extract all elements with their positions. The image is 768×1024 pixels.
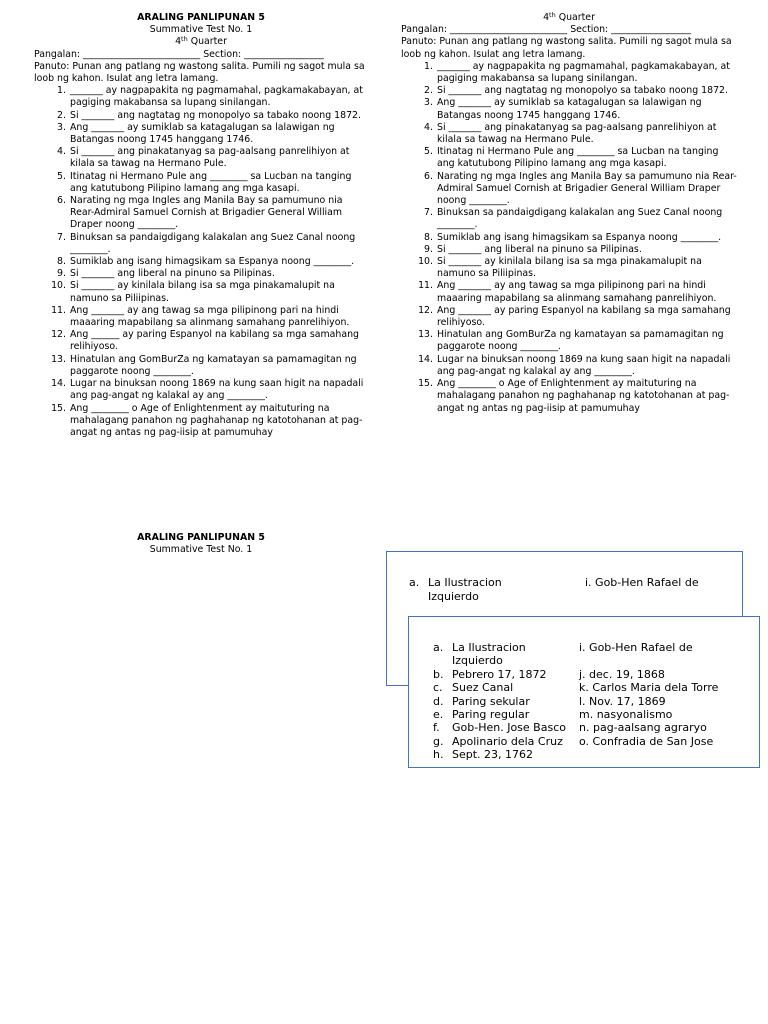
question-text: Ang ________ o Age of Enlightenment ay maituturing na mahalagang panahon ng paghahanap ng katotohanan at pag-angat ng antas ng pag-iisip at pamumuhay [437,378,730,414]
question-item [401,354,737,378]
question-text: Hinatulan ang GomBurZa ng kamatayan sa pamamagitan ng paggarote noong ________. [437,329,724,353]
question-text: Lugar na binuksan noong 1869 na kung saan higit na napadali ang pag-angat ng kalakal ay ang ________. [437,353,731,377]
choice-text: Pebrero 17, 1872 [452,667,547,681]
question-item [401,146,737,170]
question-item [401,378,737,415]
question-list [401,61,737,415]
question-item [401,122,737,146]
question-item [34,329,368,353]
question-text: Si _______ ang liberal na pinuno sa Pilipinas. [437,243,642,255]
question-item [401,171,737,208]
choice-row [433,668,749,681]
question-text: Narating ng mga Ingles ang Manila Bay sa pamumuno nia Rear-Admiral Samuel Cornish at Brigadier General William Draper noong ________. [437,170,737,207]
question-item [401,329,737,353]
choice-letter: f. [433,721,440,735]
choice-text: Paring regular [452,708,530,722]
choice-row [433,654,749,667]
question-text: Sumiklab ang isang himagsikam sa Espanya noong ________. [70,256,355,268]
question-number: 2. [424,85,433,97]
choice-text [579,748,749,761]
question-item [401,305,737,329]
question-number: 12. [418,304,433,316]
choice-text: Sept. 23, 1762 [452,748,534,762]
choice-text: Apolinario dela Cruz [452,734,563,748]
question-text: Itinatag ni Hermano Pule ang ________ sa Lucban na tanging ang katutubong Pilipino lamang ang mga kasapi. [437,146,719,170]
question-text: _______ ay nagpapakita ng pagmamahal, pagkamakabayan, at pagiging makabansa sa lupang sinilangan. [70,85,363,109]
question-number: 7. [57,231,66,243]
choice-letter [433,654,452,667]
bottom-heading [34,532,368,556]
quarter-label: 4th Quarter [175,35,227,48]
question-number: 6. [57,195,66,207]
choice-text: La Ilustracion [452,641,526,654]
question-text: Ang _______ ay paring Espanyol na kabilang sa mga samahang relihiyoso. [437,304,731,329]
choice-text: o. Confradia de San Jose [579,734,714,748]
choice-text: m. nasyonalismo [579,708,673,722]
question-item [34,146,368,170]
question-text: Sumiklab ang isang himagsikam sa Espanya noong ________. [437,231,722,243]
question-text: Binuksan sa pandaigdigang kalakalan ang Suez Canal noong ________. [70,231,356,255]
choice-text: n. pag-aalsang agraryo [579,721,707,735]
question-number: 6. [424,170,433,182]
question-list [34,85,368,439]
question-item [34,280,368,304]
question-number: 5. [424,146,433,158]
subject-title: ARALING PANLIPUNAN 5 [137,12,265,23]
choice-letter: d. [433,694,444,708]
quarter-label: 4th Quarter [543,11,595,23]
name-section-line: Pangalan: _________________________ Section: _________________ [34,48,324,60]
question-number: 1. [57,85,66,97]
question-item [401,61,737,85]
question-number: 15. [418,378,433,390]
choice-letter: b. [433,667,444,681]
question-number: 12. [51,329,66,341]
question-text: Si _______ ang nagtatag ng monopolyo sa tabako noong 1872. [70,109,361,121]
choice-text: Suez Canal [452,681,514,695]
question-item [401,244,737,256]
question-number: 13. [51,353,66,365]
question-number: 7. [424,207,433,219]
question-item [34,256,368,268]
question-text: Itinatag ni Hermano Pule ang ________ sa Lucban na tanging ang katutubong Pilipino lamang ang mga kasapi. [70,170,352,194]
question-text: Binuksan sa pandaigdigang kalakalan ang Suez Canal noong ________. [437,207,723,231]
choice-letter: e. [433,708,444,722]
question-item [401,207,737,231]
directions: Panuto: Punan ang patlang ng wastong salita. Pumili ng sagot mula sa loob ng kahon. Isulat ang letra lamang. [34,60,365,85]
question-item [401,85,737,97]
question-number: 15. [51,402,66,414]
question-text: Ang ______ ay paring Espanyol na kabilang sa mga samahang relihiyoso. [70,329,359,353]
directions: Panuto: Punan ang patlang ng wastong salita. Pumili ng sagot mula sa loob ng kahon. Isulat ang letra lamang. [401,36,732,60]
question-text: Ang _______ ay sumiklab sa katagalugan sa lalawigan ng Batangas noong 1745 hanggang 1746. [70,121,335,146]
choice-row [433,735,749,748]
question-text: _______ ay nagpapakita ng pagmamahal, pagkamakabayan, at pagiging makabansa sa lupang sinilangan. [437,60,730,85]
choice-text: j. dec. 19, 1868 [579,667,665,681]
choice-row [409,590,729,604]
question-number: 3. [424,97,433,109]
question-number: 14. [418,353,433,365]
question-item [34,85,368,109]
question-text: Si _______ ang nagtatag ng monopolyo sa tabako noong 1872. [437,85,728,97]
choice-text: Gob-Hen. Jose Basco [452,721,566,735]
question-number: 2. [57,109,66,121]
question-number: 11. [51,304,66,316]
question-item [34,195,368,232]
choice-letter: h. [433,748,444,762]
choice-letter: g. [433,734,444,748]
question-item [34,378,368,402]
choices-list [433,641,749,762]
test-title: Summative Test No. 1 [149,544,253,556]
choice-text: Paring sekular [452,694,530,708]
question-text: Ang _______ ay ang tawag sa mga pilipinong pari na hindi maaaring mapabilang sa alinmang samahang panrelihiyon. [70,304,350,329]
question-item [401,256,737,280]
choice-row [409,576,729,589]
question-number: 1. [424,60,433,72]
question-number: 10. [51,280,66,292]
choices-box [408,616,760,768]
choice-text [579,654,749,667]
question-number: 10. [418,256,433,268]
question-text: Si _______ ay kinilala bilang isa sa mga pinakamalupit na namuno sa Piliipinas. [437,256,702,280]
question-item [34,122,368,146]
choice-row [433,708,749,721]
choice-text: k. Carlos Maria dela Torre [579,681,719,695]
question-number: 9. [424,243,433,255]
right-test-sheet [401,12,737,415]
choice-text: i. Gob-Hen Rafael de [585,576,699,589]
choice-letter: c. [433,681,443,695]
question-number: 5. [57,170,66,182]
choice-row [433,641,749,654]
question-text: Si _______ ang liberal na pinuno sa Pilipinas. [70,268,275,280]
question-number: 9. [57,268,66,280]
choice-row [433,681,749,694]
question-text: Si _______ ay kinilala bilang isa sa mga pinakamalupit na namuno sa Piliipinas. [70,280,335,304]
question-number: 4. [57,146,66,158]
question-number: 3. [57,121,66,133]
choice-text: Izquierdo [452,654,503,668]
name-section-line: Pangalan: _________________________ Section: _________________ [401,24,691,36]
question-text: Hinatulan ang GomBurZa ng kamatayan sa pamamagitan ng paggarote noong ________. [70,353,357,377]
question-item [34,354,368,378]
question-item [34,110,368,122]
choice-text: La Ilustracion [428,576,502,589]
question-text: Si _______ ang pinakatanyag sa pag-aalsang panrelihiyon at kilala sa tawag na Hermano Pule. [70,146,350,170]
choice-text: i. Gob-Hen Rafael de [579,641,693,654]
choice-text: l. Nov. 17, 1869 [579,694,666,708]
question-item [34,268,368,280]
question-text: Narating ng mga Ingles ang Manila Bay sa pamumuno nia Rear-Admiral Samuel Cornish at Brigadier General William Draper noong ________. [70,195,343,231]
choice-row [433,721,749,734]
choice-row [433,748,749,761]
question-item [34,232,368,256]
question-item [401,97,737,121]
subject-title: ARALING PANLIPUNAN 5 [137,532,265,543]
question-text: Ang _______ ay sumiklab sa katagalugan sa lalawigan ng Batangas noong 1745 hanggang 1746. [437,97,702,121]
question-text: Ang ________ o Age of Enlightenment ay maituturing na mahalagang panahon ng paghahanap ng katotohanan at pag-angat ng antas ng pag-iisip at pamumuhay [70,402,363,438]
test-title: Summative Test No. 1 [149,24,253,36]
left-test-sheet [34,12,368,439]
question-number: 13. [418,329,433,341]
question-number: 8. [57,256,66,268]
question-item [401,280,737,304]
question-item [34,305,368,329]
choice-text: Izquierdo [428,590,479,604]
question-item [34,403,368,440]
question-text: Si _______ ang pinakatanyag sa pag-aalsang panrelihiyon at kilala sa tawag na Hermano Pule. [437,121,717,146]
question-number: 11. [418,280,433,292]
question-item [34,171,368,195]
choice-letter: a. [409,576,420,589]
choice-row [433,695,749,708]
choice-letter: a. [433,641,444,654]
question-number: 4. [424,121,433,133]
question-item [401,232,737,244]
question-number: 8. [424,231,433,243]
question-text: Lugar na binuksan noong 1869 na kung saan higit na napadali ang pag-angat ng kalakal ay ang ________. [70,378,364,402]
question-text: Ang _______ ay ang tawag sa mga pilipinong pari na hindi maaaring mapabilang sa alinmang samahang panrelihiyon. [437,280,717,304]
question-number: 14. [51,378,66,390]
